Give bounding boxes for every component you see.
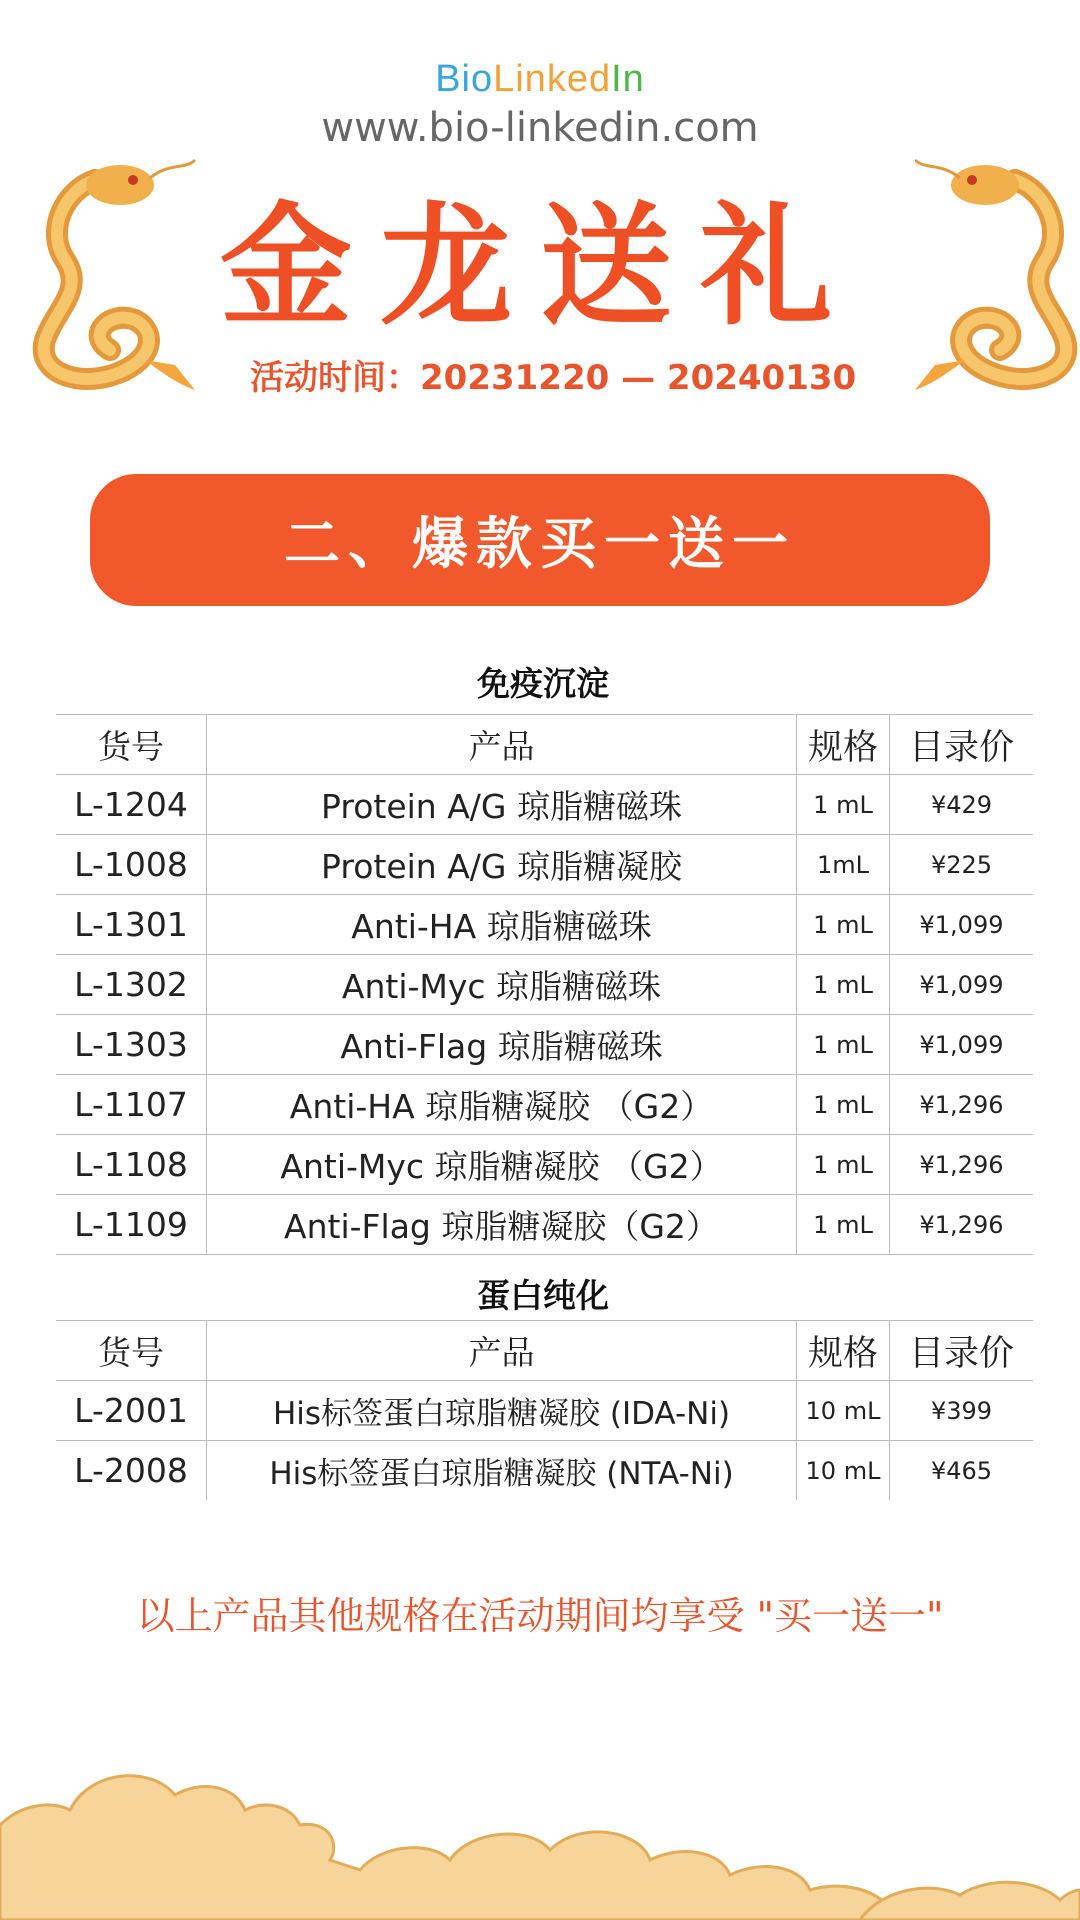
spec-cell: 10 mL [797,1381,890,1441]
table-row [56,955,1033,1015]
table-row [56,1015,1033,1075]
price-cell: ¥1,099 [890,895,1034,955]
header-spec: 规格 [797,715,890,775]
product-cell: Anti-Flag 琼脂糖磁珠 [207,1015,797,1075]
sku-cell: L-1303 [56,1015,207,1075]
protein-purification-table [56,1320,1033,1500]
logo-part-in: In [611,58,645,100]
sku-cell: L-1204 [56,775,207,835]
header-sku: 货号 [56,715,207,775]
spec-cell: 1 mL [797,1015,890,1075]
product-cell: His标签蛋白琼脂糖凝胶 (IDA-Ni) [207,1381,797,1441]
price-cell: ¥399 [890,1381,1034,1441]
header-price: 目录价 [890,715,1034,775]
product-cell: Anti-HA 琼脂糖磁珠 [207,895,797,955]
price-cell: ¥1,099 [890,955,1034,1015]
table-row [56,835,1033,895]
spec-cell: 1 mL [797,1075,890,1135]
product-cell: His标签蛋白琼脂糖凝胶 (NTA-Ni) [207,1441,797,1501]
activity-time: 活动时间：20231220 — 20240130 [250,358,857,398]
price-cell: ¥465 [890,1441,1034,1501]
table-row [56,1381,1033,1441]
product-cell: Anti-Myc 琼脂糖磁珠 [207,955,797,1015]
header-spec: 规格 [797,1321,890,1381]
logo-part-bio: Bio [435,58,494,100]
table-row [56,1135,1033,1195]
spec-cell: 10 mL [797,1441,890,1501]
table-row [56,1441,1033,1501]
section-title-protein-purification: 蛋白纯化 [477,1276,609,1315]
header-product: 产品 [207,715,797,775]
promotion-note: 以上产品其他规格在活动期间均享受 "买一送一" [136,1594,944,1638]
sku-cell: L-1108 [56,1135,207,1195]
table-row [56,1075,1033,1135]
price-cell: ¥1,296 [890,1075,1034,1135]
sku-cell: L-1008 [56,835,207,895]
sku-cell: L-1109 [56,1195,207,1255]
price-cell: ¥429 [890,775,1034,835]
sku-cell: L-1301 [56,895,207,955]
spec-cell: 1 mL [797,1135,890,1195]
banner-text: 二、爆款买一送一 [284,511,796,577]
sku-cell: L-2008 [56,1441,207,1501]
product-cell: Anti-HA 琼脂糖凝胶 （G2） [207,1075,797,1135]
table-header-row [56,715,1033,775]
product-cell: Protein A/G 琼脂糖凝胶 [207,835,797,895]
product-cell: Anti-Flag 琼脂糖凝胶（G2） [207,1195,797,1255]
website-url[interactable]: www.bio-linkedin.com [321,105,759,151]
biolinkedin-logo [0,58,1080,101]
table-header-row [56,1321,1033,1381]
sku-cell: L-1107 [56,1075,207,1135]
header-sku: 货号 [56,1321,207,1381]
spec-cell: 1 mL [797,1195,890,1255]
spec-cell: 1 mL [797,955,890,1015]
immunoprecipitation-table [56,714,1033,1255]
price-cell: ¥1,296 [890,1135,1034,1195]
table-row [56,775,1033,835]
price-cell: ¥1,296 [890,1195,1034,1255]
spec-cell: 1mL [797,835,890,895]
spec-cell: 1 mL [797,775,890,835]
page-title: 金龙送礼 [220,189,860,344]
sku-cell: L-2001 [56,1381,207,1441]
table-row [56,895,1033,955]
header-product: 产品 [207,1321,797,1381]
product-cell: Protein A/G 琼脂糖磁珠 [207,775,797,835]
clouds-decoration [0,1750,1080,1920]
dragon-right-illustration [915,150,1080,395]
section-title-immunoprecipitation: 免疫沉淀 [477,664,609,703]
price-cell: ¥1,099 [890,1015,1034,1075]
dragon-left-illustration [25,150,205,395]
table-row [56,1195,1033,1255]
spec-cell: 1 mL [797,895,890,955]
price-cell: ¥225 [890,835,1034,895]
promo-banner [90,474,990,606]
logo-part-linked: Linked [493,58,612,100]
product-cell: Anti-Myc 琼脂糖凝胶 （G2） [207,1135,797,1195]
sku-cell: L-1302 [56,955,207,1015]
header-price: 目录价 [890,1321,1034,1381]
